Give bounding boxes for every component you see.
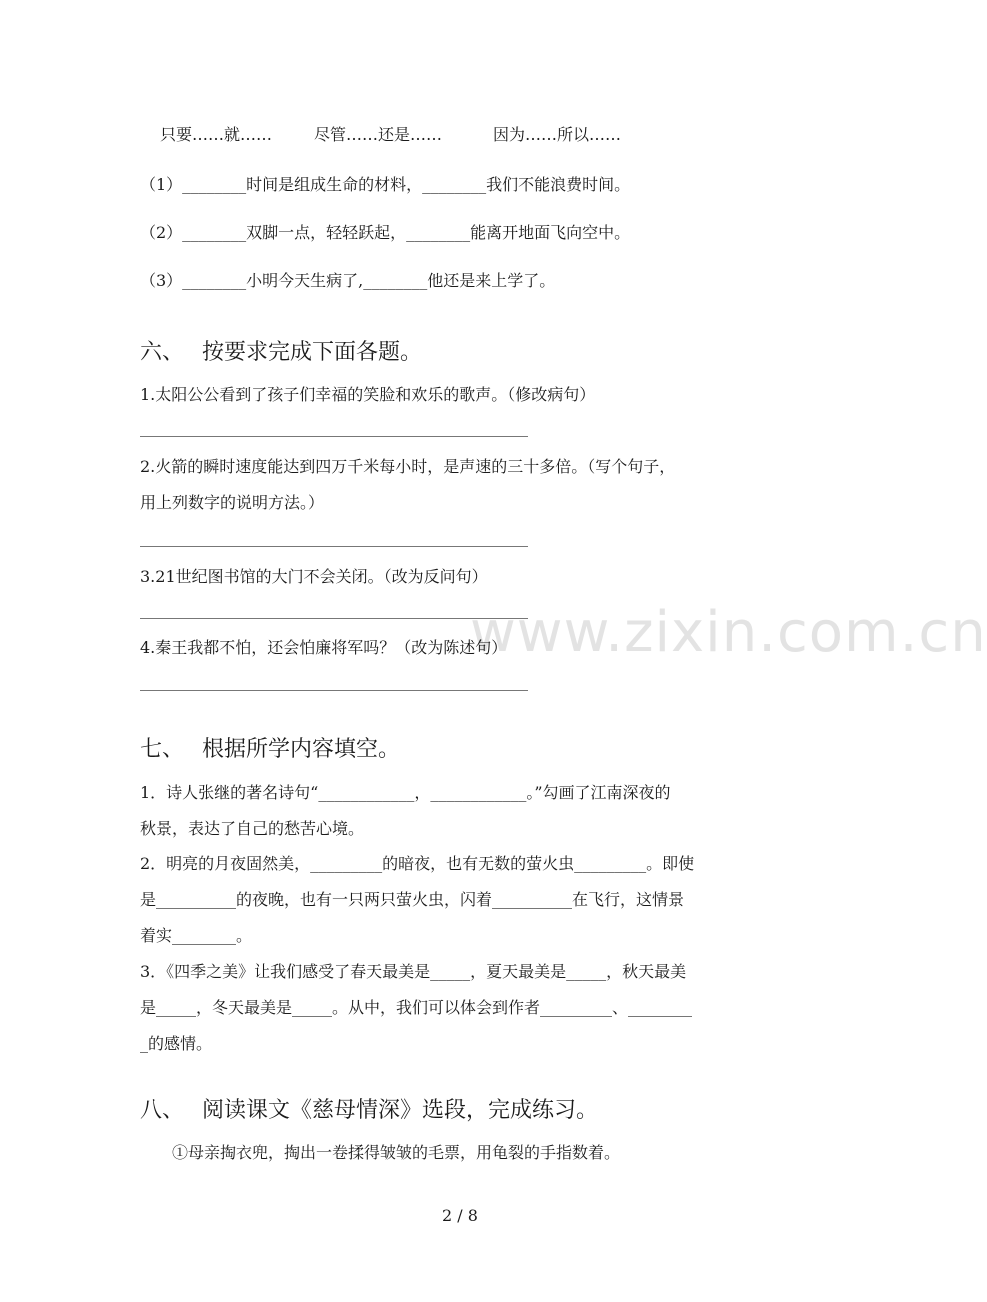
fill-7-line-7: 是_____，冬天最美是_____。从中，我们可以体会到作者_________、________: [140, 998, 693, 1017]
conjunction-options: [160, 124, 621, 146]
answer-line: [140, 436, 528, 437]
fill-item-1: （1）________时间是组成生命的材料，________我们不能浪费时间。: [140, 175, 631, 194]
answer-line: [140, 690, 528, 691]
conjunction-option: 因为……所以……: [493, 125, 622, 144]
question-6-1: 1.太阳公公看到了孩子们幸福的笑脸和欢乐的歌声。（修改病句）: [140, 385, 596, 404]
section-number: 八、: [140, 1098, 185, 1123]
fill-7-line-5: 着实________。: [140, 926, 253, 945]
conjunction-option: 只要……就……: [160, 125, 273, 144]
section-number: 七、: [140, 737, 185, 762]
fill-7-line-2: 秋景，表达了自己的愁苦心境。: [140, 819, 365, 838]
question-6-2: 2.火箭的瞬时速度能达到四万千米每小时，是声速的三十多倍。（写个句子，: [140, 457, 676, 476]
section-6-heading: [140, 338, 422, 368]
answer-line: [140, 618, 528, 619]
answer-line: [140, 546, 528, 547]
fill-7-line-1: 1．诗人张继的著名诗句“____________，____________。”勾画了江南深夜的: [140, 783, 671, 802]
section-8-heading: [140, 1096, 598, 1126]
fill-7-line-8: _的感情。: [140, 1034, 213, 1053]
question-6-3: 3.21世纪图书馆的大门不会关闭。（改为反问句）: [140, 567, 488, 586]
fill-7-line-4: 是__________的夜晚，也有一只两只萤火虫，闪着__________在飞行，这情景: [140, 890, 685, 909]
fill-item-3: （3）________小明今天生病了,________他还是来上学了。: [140, 271, 556, 290]
section-title: 根据所学内容填空。: [202, 737, 401, 762]
fill-item-2: （2）________双脚一点，轻轻跃起，________能离开地面飞向空中。: [140, 223, 631, 242]
conjunction-option: 尽管……还是……: [314, 125, 443, 144]
page-number: 2 / 8: [442, 1206, 478, 1225]
section-title: 按要求完成下面各题。: [202, 340, 423, 365]
question-6-2-cont: 用上列数字的说明方法。）: [140, 493, 325, 512]
passage-paragraph-1: ①母亲掏衣兜，掏出一卷揉得皱皱的毛票，用龟裂的手指数着。: [172, 1143, 621, 1162]
question-6-4: 4.秦王我都不怕，还会怕廉将军吗？（改为陈述句）: [140, 638, 508, 657]
watermark: www.zixin.com.cn: [470, 600, 987, 665]
section-number: 六、: [140, 340, 185, 365]
fill-7-line-6: 3．《四季之美》让我们感受了春天最美是_____，夏天最美是_____，秋天最美: [140, 962, 687, 981]
section-title: 阅读课文《慈母情深》选段，完成练习。: [202, 1098, 599, 1123]
fill-7-line-3: 2．明亮的月夜固然美，_________的暗夜，也有无数的萤火虫_________。即使: [140, 854, 695, 873]
section-7-heading: [140, 735, 400, 765]
